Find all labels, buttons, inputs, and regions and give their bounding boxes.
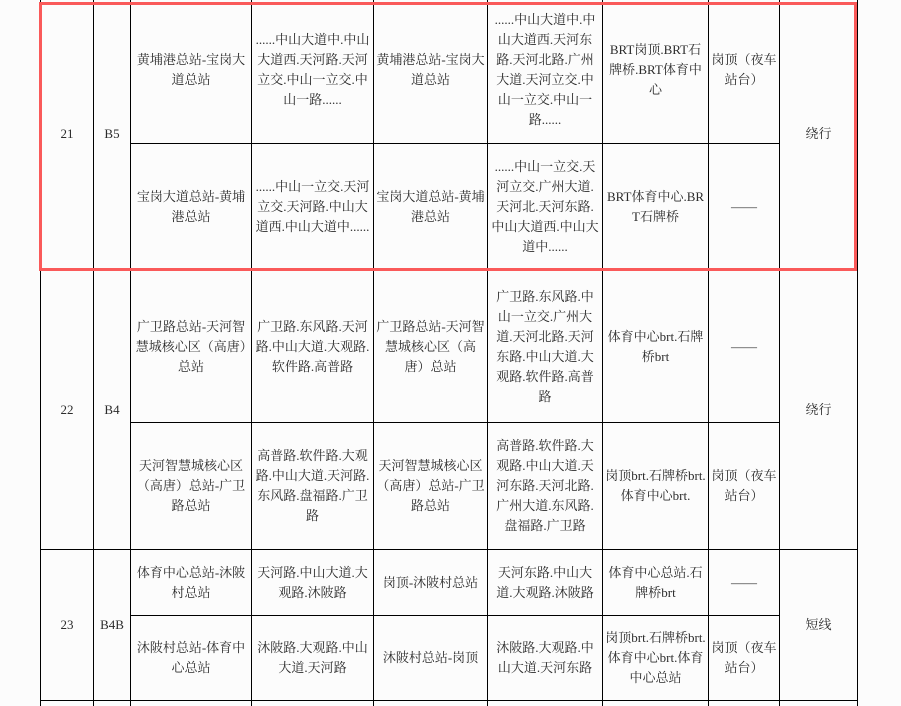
cell-remark: 绕行	[780, 271, 858, 550]
cell-route-code: B5	[94, 0, 131, 271]
cell-route-id: 21	[41, 0, 94, 271]
cell-route-code: B4	[94, 271, 131, 550]
cell-direction-name: 宝岗大道总站-黄埔港总站	[131, 144, 252, 271]
cell-direction-name-adjusted: 天河智慧城核心区（高唐）总站-广卫路总站	[374, 423, 488, 550]
cell-direction-name-adjusted: 黄埔港总站-宝岗大道总站	[374, 0, 488, 144]
cell-route-id: 23	[41, 550, 94, 701]
cell-night-platform: 岗顶（夜车站台）	[709, 423, 780, 550]
cell-direction-name-adjusted: 岗顶-沐陂村总站	[374, 550, 488, 616]
cell-roads-adjusted: 广卫路.东风路.中山一立交.广州大道.天河北路.天河东路.中山大道.大观路.软件路.高普路	[488, 271, 603, 423]
table-row	[41, 271, 858, 423]
cell-roads-adjusted: 天河东路.中山大道.大观路.沐陂路	[488, 550, 603, 616]
cell-direction-name: 天河智慧城核心区（高唐）总站-广卫路总站	[131, 423, 252, 550]
cell-empty	[131, 701, 252, 706]
cell-direction-name: 沐陂村总站-体育中心总站	[131, 616, 252, 701]
cell-roads: 广卫路.东风路.天河路.中山大道.大观路.软件路.高普路	[252, 271, 374, 423]
table-row-partial	[41, 701, 858, 706]
cell-roads-adjusted: 沐陂路.大观路.中山大道.天河东路	[488, 616, 603, 701]
cell-roads: 沐陂路.大观路.中山大道.天河路	[252, 616, 374, 701]
cell-route-code: B4B	[94, 550, 131, 701]
cell-night-platform: ——	[709, 271, 780, 423]
cell-brt-stations: 岗顶brt.石牌桥brt.体育中心brt.体育中心总站	[603, 616, 709, 701]
cell-direction-name-adjusted: 沐陂村总站-岗顶	[374, 616, 488, 701]
cell-empty	[709, 701, 780, 706]
cell-night-platform: ——	[709, 550, 780, 616]
table-row	[41, 550, 858, 616]
table-row	[41, 0, 858, 144]
cell-empty	[488, 701, 603, 706]
cell-roads-adjusted: ......中山一立交.天河立交.广州大道.天河北.天河东路.中山大道西.中山大道中......	[488, 144, 603, 271]
cell-direction-name-adjusted: 宝岗大道总站-黄埔港总站	[374, 144, 488, 271]
cell-empty	[41, 701, 94, 706]
cell-roads-adjusted: 高普路.软件路.大观路.中山大道.天河东路.天河北路.广州大道.东风路.盘福路.广卫路	[488, 423, 603, 550]
cell-remark: 短线	[780, 550, 858, 701]
cell-direction-name: 广卫路总站-天河智慧城核心区（高唐）总站	[131, 271, 252, 423]
cell-brt-stations: BRT体育中心.BRT石牌桥	[603, 144, 709, 271]
cell-night-platform: ——	[709, 144, 780, 271]
cell-roads-adjusted: ......中山大道中.中山大道西.天河东路.天河北路.广州大道.天河立交.中山一立交.中山一路......	[488, 0, 603, 144]
cell-brt-stations: BRT岗顶.BRT石牌桥.BRT体育中心	[603, 0, 709, 144]
cell-roads: 天河路.中山大道.大观路.沐陂路	[252, 550, 374, 616]
cell-direction-name: 体育中心总站-沐陂村总站	[131, 550, 252, 616]
cell-direction-name-adjusted: 广卫路总站-天河智慧城核心区（高唐）总站	[374, 271, 488, 423]
cell-brt-stations: 体育中心总站.石牌桥brt	[603, 550, 709, 616]
cell-empty	[603, 701, 709, 706]
cell-roads: ......中山大道中.中山大道西.天河路.天河立交.中山一立交.中山一路......	[252, 0, 374, 144]
cell-night-platform: 岗顶（夜车站台）	[709, 616, 780, 701]
route-table	[40, 0, 858, 706]
cell-roads: ......中山一立交.天河立交.天河路.中山大道西.中山大道中......	[252, 144, 374, 271]
cell-direction-name: 黄埔港总站-宝岗大道总站	[131, 0, 252, 144]
cell-empty	[94, 701, 131, 706]
cell-empty	[780, 701, 858, 706]
cell-remark: 绕行	[780, 0, 858, 271]
cell-brt-stations: 岗顶brt.石牌桥brt.体育中心brt.	[603, 423, 709, 550]
cell-brt-stations: 体育中心brt.石牌桥brt	[603, 271, 709, 423]
table-row	[41, 616, 858, 701]
cell-roads: 高普路.软件路.大观路.中山大道.天河路.东风路.盘福路.广卫路	[252, 423, 374, 550]
table-row	[41, 144, 858, 271]
cell-empty	[374, 701, 488, 706]
cell-empty	[252, 701, 374, 706]
table-row	[41, 423, 858, 550]
cell-night-platform: 岗顶（夜车站台）	[709, 0, 780, 144]
cell-route-id: 22	[41, 271, 94, 550]
